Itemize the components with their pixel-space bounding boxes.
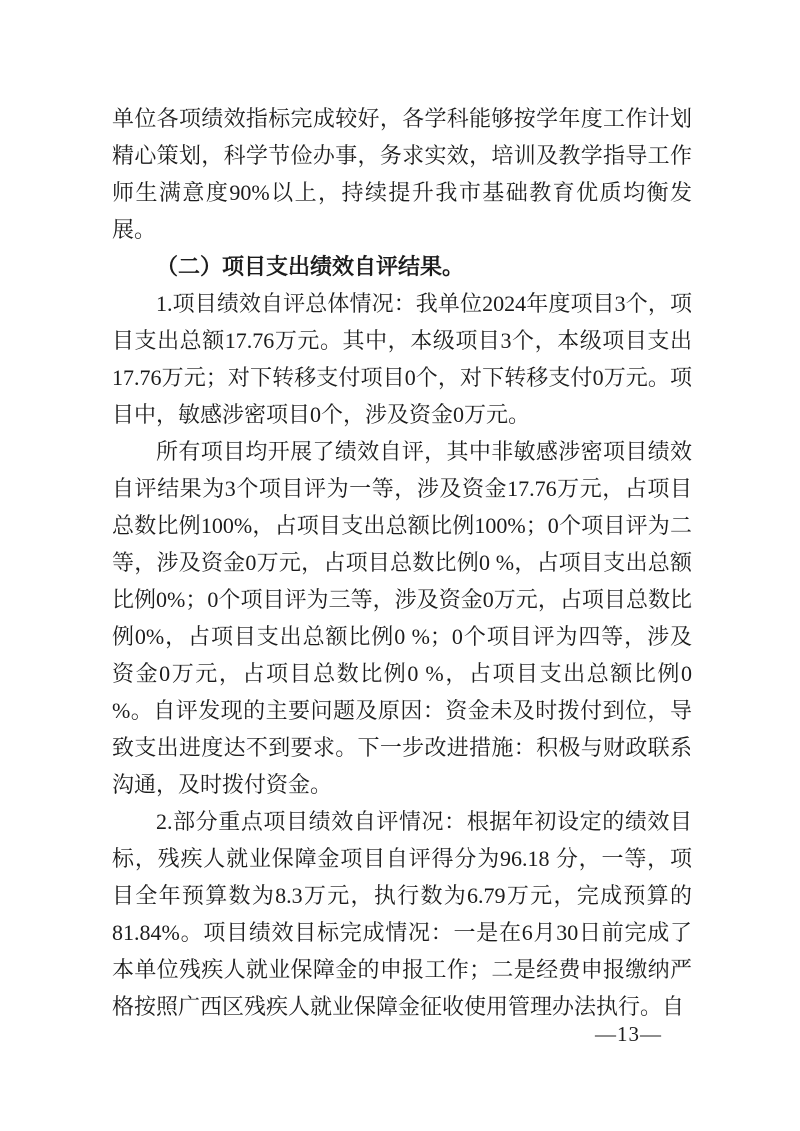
paragraph-self-evaluation-results-detail: 所有项目均开展了绩效自评，其中非敏感涉密项目绩效自评结果为3个项目评为一等，涉及资金17.76万元，占项目总数比例100%，占项目支出总额比例100%；0个项目评为二等，涉及资金0万元，占项目总数比例0 %，占项目支出总额比例0%；0个项目评为三等，涉及资金0万元，占项目总数比例0%，占项目支出总额比例0 %；0个项目评为四等，涉及资金0万元，占项目总数比例0 %，占项目支出总额比例0 %。自评发现的主要问题及原因：资金未及时拨付到位，导致支出进度达不到要求。下一步改进措施：积极与财政联系沟通，及时拨付资金。: [112, 439, 692, 797]
page-number: —13—: [595, 1022, 662, 1046]
section-heading-project-expenditure-results: （二）项目支出绩效自评结果。: [156, 254, 465, 279]
document-body: [112, 100, 692, 1025]
paragraph-key-project-self-evaluation: 2.部分重点项目绩效自评情况：根据年初设定的绩效目标，残疾人就业保障金项目自评得分为96.18 分，一等，项目全年预算数为8.3万元，执行数为6.79万元，完成预算的81.84%。项目绩效目标完成情况：一是在6月30日前完成了本单位残疾人就业保障金的申报工作；二是经费申报缴纳严格按照广西区残疾人就业保障金征收使用管理办法执行。自: [112, 809, 692, 1019]
paragraph-overall-self-evaluation: 1.项目绩效自评总体情况：我单位2024年度项目3个，项目支出总额17.76万元。其中，本级项目3个，本级项目支出17.76万元；对下转移支付项目0个，对下转移支付0万元。项目中，敏感涉密项目0个，涉及资金0万元。: [112, 291, 692, 427]
paragraph-previous-page-continuation: 单位各项绩效指标完成较好，各学科能够按学年度工作计划精心策划，科学节俭办事，务求实效，培训及教学指导工作师生满意度90%以上，持续提升我市基础教育优质均衡发展。: [112, 106, 692, 242]
